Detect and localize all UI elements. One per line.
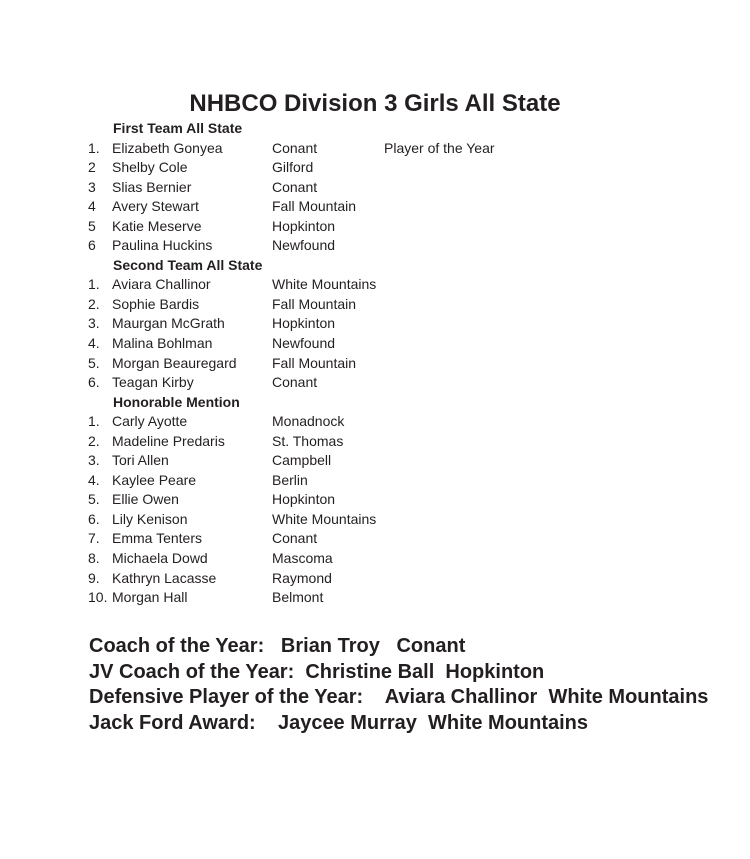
player-name: Elizabeth Gonyea (112, 139, 223, 156)
item-number: 2. (88, 432, 100, 449)
player-name: Malina Bohlman (112, 335, 213, 352)
player-name: Ellie Owen (112, 491, 179, 508)
player-school: Conant (272, 530, 318, 547)
item-number: 6 (88, 237, 96, 254)
player-name: Katie Meserve (112, 217, 202, 234)
item-number: 4. (88, 335, 100, 352)
player-school: Fall Mountain (272, 295, 357, 312)
player-name: Shelby Cole (112, 159, 188, 176)
item-number: 8. (88, 550, 100, 567)
player-school: Hopkinton (272, 217, 336, 234)
jack-ford-award: Jack Ford Award: Jaycee Murray White Mountains (89, 711, 589, 734)
player-note: Player of the Year (384, 139, 495, 156)
honorable-mention-heading: Honorable Mention (113, 393, 240, 410)
player-school: Gilford (272, 159, 314, 176)
player-school: White Mountains (272, 510, 377, 527)
player-school: Newfound (272, 237, 336, 254)
item-number: 4 (88, 198, 96, 215)
player-school: White Mountains (272, 276, 377, 293)
player-name: Sophie Bardis (112, 295, 200, 312)
item-number: 2 (88, 159, 96, 176)
item-number: 4. (88, 471, 100, 488)
player-school: Berlin (272, 471, 308, 488)
player-school: Hopkinton (272, 315, 336, 332)
item-number: 10. (88, 589, 108, 606)
item-number: 3. (88, 452, 100, 469)
player-school: Newfound (272, 335, 336, 352)
player-name: Michaela Dowd (112, 550, 208, 567)
item-number: 7. (88, 530, 100, 547)
player-school: Conant (272, 178, 318, 195)
page-title: NHBCO Division 3 Girls All State (189, 90, 561, 117)
player-school: Mascoma (272, 550, 333, 567)
player-school: Hopkinton (272, 491, 336, 508)
player-school: Fall Mountain (272, 198, 357, 215)
player-name: Paulina Huckins (112, 237, 213, 254)
item-number: 5 (88, 217, 96, 234)
player-name: Lily Kenison (112, 510, 188, 527)
jv-coach-of-the-year: JV Coach of the Year: Christine Ball Hopkinton (89, 660, 545, 683)
player-name: Teagan Kirby (112, 374, 194, 391)
player-name: Carly Ayotte (112, 413, 188, 430)
item-number: 9. (88, 569, 100, 586)
player-name: Madeline Predaris (112, 432, 225, 449)
item-number: 6. (88, 510, 100, 527)
item-number: 5. (88, 491, 100, 508)
player-school: St. Thomas (272, 432, 344, 449)
item-number: 1. (88, 139, 100, 156)
player-school: Campbell (272, 452, 332, 469)
item-number: 2. (88, 295, 100, 312)
player-school: Conant (272, 374, 318, 391)
player-school: Belmont (272, 589, 324, 606)
player-name: Slias Bernier (112, 178, 192, 195)
player-school: Monadnock (272, 413, 345, 430)
defensive-player-of-the-year: Defensive Player of the Year: Aviara Challinor White Mountains (89, 686, 709, 708)
player-name: Emma Tenters (112, 530, 202, 547)
item-number: 1. (88, 413, 100, 430)
player-name: Kathryn Lacasse (112, 569, 217, 586)
player-name: Tori Allen (112, 452, 169, 469)
player-name: Maurgan McGrath (112, 315, 225, 332)
player-name: Kaylee Peare (112, 471, 197, 488)
item-number: 5. (88, 354, 100, 371)
first-team-heading: First Team All State (113, 120, 243, 136)
player-school: Conant (272, 139, 318, 156)
player-school: Raymond (272, 569, 332, 586)
awards-section (89, 634, 729, 736)
second-team-heading: Second Team All State (113, 256, 263, 273)
item-number: 6. (88, 374, 100, 391)
player-school: Fall Mountain (272, 354, 357, 371)
item-number: 1. (88, 276, 100, 293)
item-number: 3 (88, 178, 96, 195)
player-name: Morgan Hall (112, 589, 188, 606)
player-name: Aviara Challinor (112, 276, 211, 293)
player-name: Morgan Beauregard (112, 354, 237, 371)
player-name: Avery Stewart (112, 198, 199, 215)
item-number: 3. (88, 315, 100, 332)
coach-of-the-year: Coach of the Year: Brian Troy Conant (89, 635, 466, 657)
